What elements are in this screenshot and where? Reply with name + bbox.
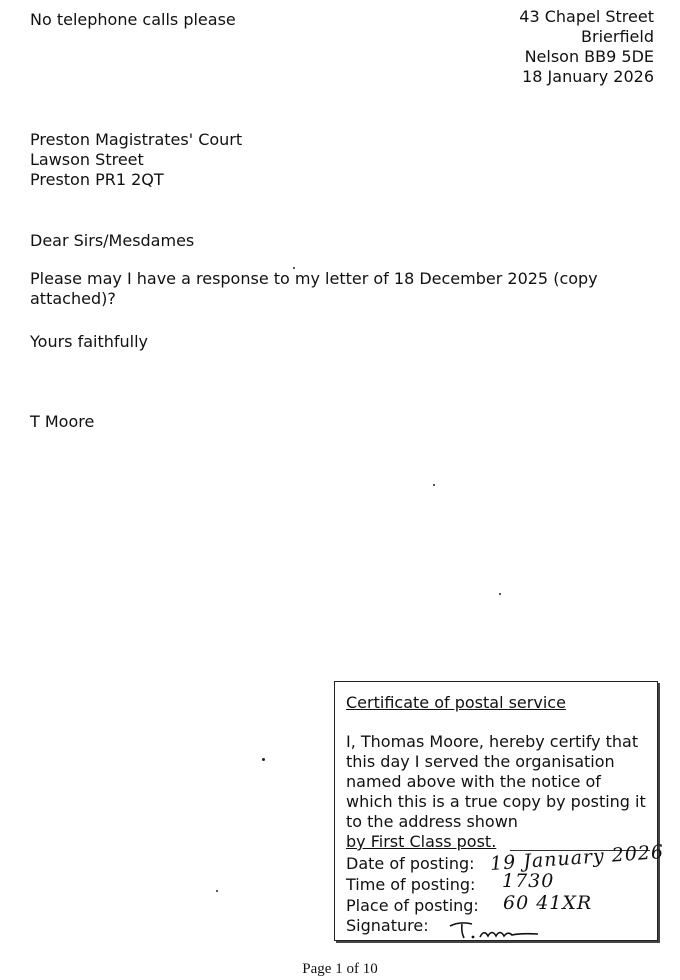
certificate-statement bbox=[346, 732, 651, 852]
page-number: Page 1 of 10 bbox=[302, 961, 378, 977]
recipient-name: Preston Magistrates' Court bbox=[30, 130, 243, 149]
handwritten-signature bbox=[446, 918, 546, 944]
certificate-statement-tail: by First Class post. bbox=[346, 832, 497, 851]
closing: Yours faithfully bbox=[30, 332, 149, 351]
no-calls-notice: No telephone calls please bbox=[30, 10, 236, 29]
certificate-title: Certificate of postal service bbox=[346, 693, 566, 712]
scan-speck bbox=[293, 267, 295, 269]
sign-off-name: T Moore bbox=[30, 412, 95, 431]
handwritten-place: 60 41XR bbox=[503, 892, 593, 914]
postal-certificate-box bbox=[334, 681, 658, 941]
certificate-statement-text: I, Thomas Moore, hereby certify that this day I served the organisation named above with the notice of which this is a true copy by posting it to the address shown bbox=[346, 732, 646, 831]
salutation: Dear Sirs/Mesdames bbox=[30, 231, 195, 250]
recipient-street: Lawson Street bbox=[30, 150, 144, 169]
sender-address bbox=[354, 7, 654, 87]
place-of-posting-label: Place of posting: bbox=[346, 896, 479, 915]
sender-town: Brierfield bbox=[581, 27, 654, 46]
letter-body: Please may I have a response to my letter of 18 December 2025 (copy attached)? bbox=[30, 269, 598, 308]
recipient-address bbox=[30, 130, 242, 190]
time-of-posting-label: Time of posting: bbox=[346, 875, 476, 894]
handwritten-date: 19 January 2026 bbox=[489, 840, 665, 876]
signature-label: Signature: bbox=[346, 916, 429, 935]
date-of-posting-label: Date of posting: bbox=[346, 854, 475, 873]
recipient-postcode: Preston PR1 2QT bbox=[30, 170, 164, 189]
sender-postcode: Nelson BB9 5DE bbox=[524, 47, 654, 66]
scan-speck bbox=[499, 593, 501, 595]
scan-speck bbox=[216, 890, 218, 892]
scan-speck bbox=[433, 484, 435, 486]
scan-speck bbox=[262, 758, 265, 761]
handwritten-time: 1730 bbox=[502, 870, 555, 892]
letter-date: 18 January 2026 bbox=[522, 67, 654, 86]
sender-street: 43 Chapel Street bbox=[519, 7, 654, 26]
